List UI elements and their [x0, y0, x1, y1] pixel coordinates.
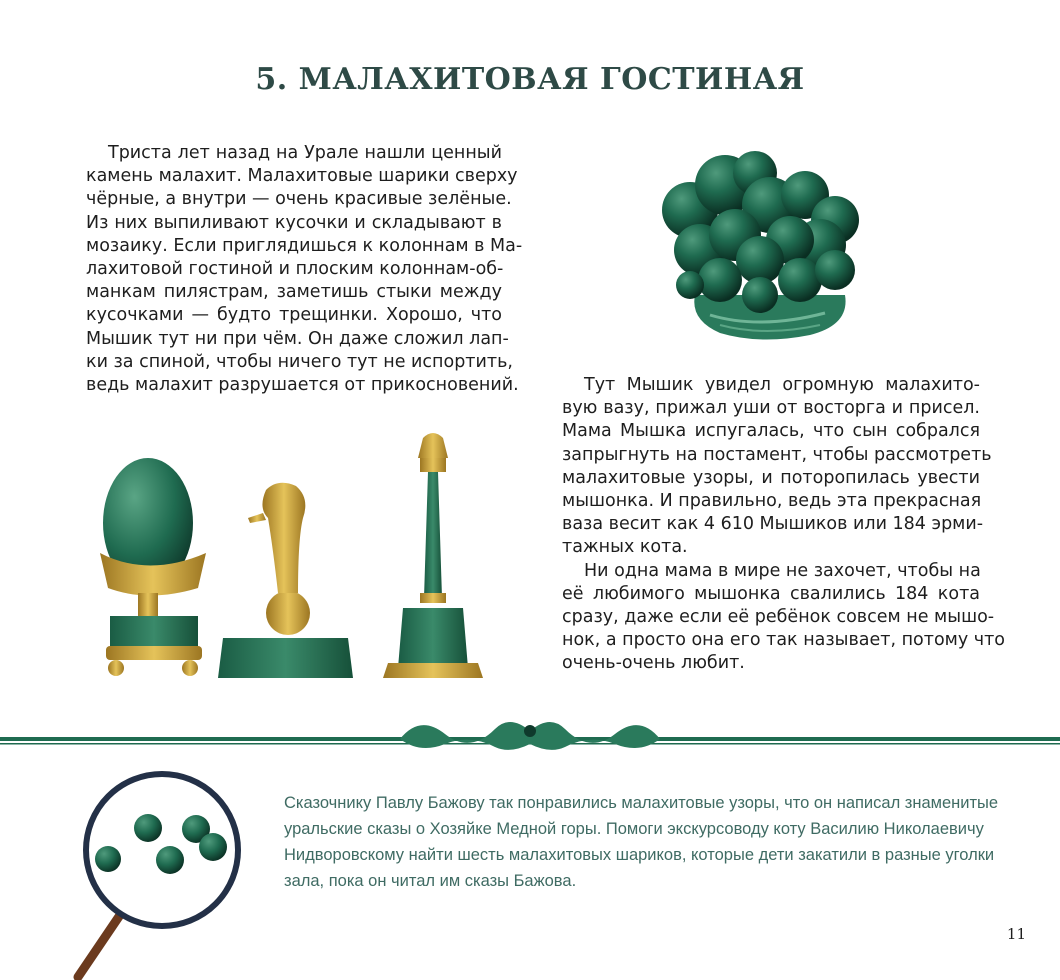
text-line: тажных кота.: [562, 537, 688, 558]
text-line: сразу, даже если её ребёнок совсем не мышо-: [562, 607, 995, 628]
malachite-candlestick-icon: [383, 433, 483, 678]
ornament-divider: [0, 709, 1060, 759]
text-line: запрыгнуть на постамент, чтобы рассмотреть: [562, 444, 992, 465]
text-line: очень-очень любит.: [562, 653, 745, 674]
hint-box: [284, 790, 999, 894]
text-line: ваза весит как 4 610 Мышиков или 184 эрми-: [562, 514, 984, 535]
text-line: Триста лет назад на Урале нашли ценный: [108, 143, 502, 163]
page-title: 5. МАЛАХИТОВАЯ ГОСТИНАЯ: [255, 62, 805, 97]
text-line: нок, а просто она его так называет, потому что: [562, 630, 1006, 651]
text-line: чёрные, а внутри — очень красивые зелёные.: [86, 189, 512, 210]
text-line: ки за спиной, чтобы ничего тут не испортить,: [86, 351, 513, 372]
gilded-cherub-icon: [218, 483, 353, 678]
text-line: вую вазу, прижал уши от восторга и присел.: [562, 398, 980, 419]
text-line: мозаику. Если приглядишься к колоннам в Ма-: [86, 235, 523, 256]
malachite-stone-illustration: [650, 145, 870, 345]
text-line: Тут Мышик увидел огромную малахито-: [584, 375, 980, 395]
right-paragraph: [562, 374, 1006, 676]
text-line: мышонка. И правильно, ведь эта прекрасная: [562, 491, 982, 512]
text-line: Мышик тут ни при чём. Он даже сложил лап-: [86, 328, 509, 349]
malachite-egg-icon: [100, 458, 206, 676]
text-line: кусочками — будто трещинки. Хорошо, что: [86, 305, 502, 326]
text-line: Сказочнику Павлу Бажову так понравились малахитовые узоры, что он написал знаменитые: [284, 794, 999, 812]
text-line: Нидворовскому найти шесть малахитовых шариков, которые дети закатили в разные уголки: [284, 846, 995, 864]
text-line: ведь малахит разрушается от прикосновений.: [86, 375, 519, 396]
text-line: камень малахит. Малахитовые шарики сверху: [86, 166, 518, 187]
text-line: малахитовые узоры, и поторопилась увести: [562, 467, 980, 488]
text-line: её любимого мышонка свалились 184 кота: [562, 583, 980, 604]
text-line: Ни одна мама в мире не захочет, чтобы на: [584, 560, 981, 581]
magnifying-glass-icon: [60, 765, 260, 980]
text-line: Мама Мышка испугалась, что сын собрался: [562, 421, 980, 442]
text-line: манкам пилястрам, заметишь стыки между: [86, 282, 502, 303]
left-paragraph: [86, 142, 523, 397]
decor-objects-illustration: [98, 428, 518, 688]
text-line: зала, пока он читал им сказы Бажова.: [284, 872, 577, 890]
text-line: Из них выпиливают кусочки и складывают в: [86, 212, 502, 233]
text-line: уральские сказы о Хозяйке Медной горы. Помоги экскурсоводу коту Василию Николаевичу: [284, 820, 984, 838]
text-line: лахитовой гостиной и плоским колоннам-об-: [86, 259, 504, 280]
page-number: 11: [1006, 925, 1026, 943]
